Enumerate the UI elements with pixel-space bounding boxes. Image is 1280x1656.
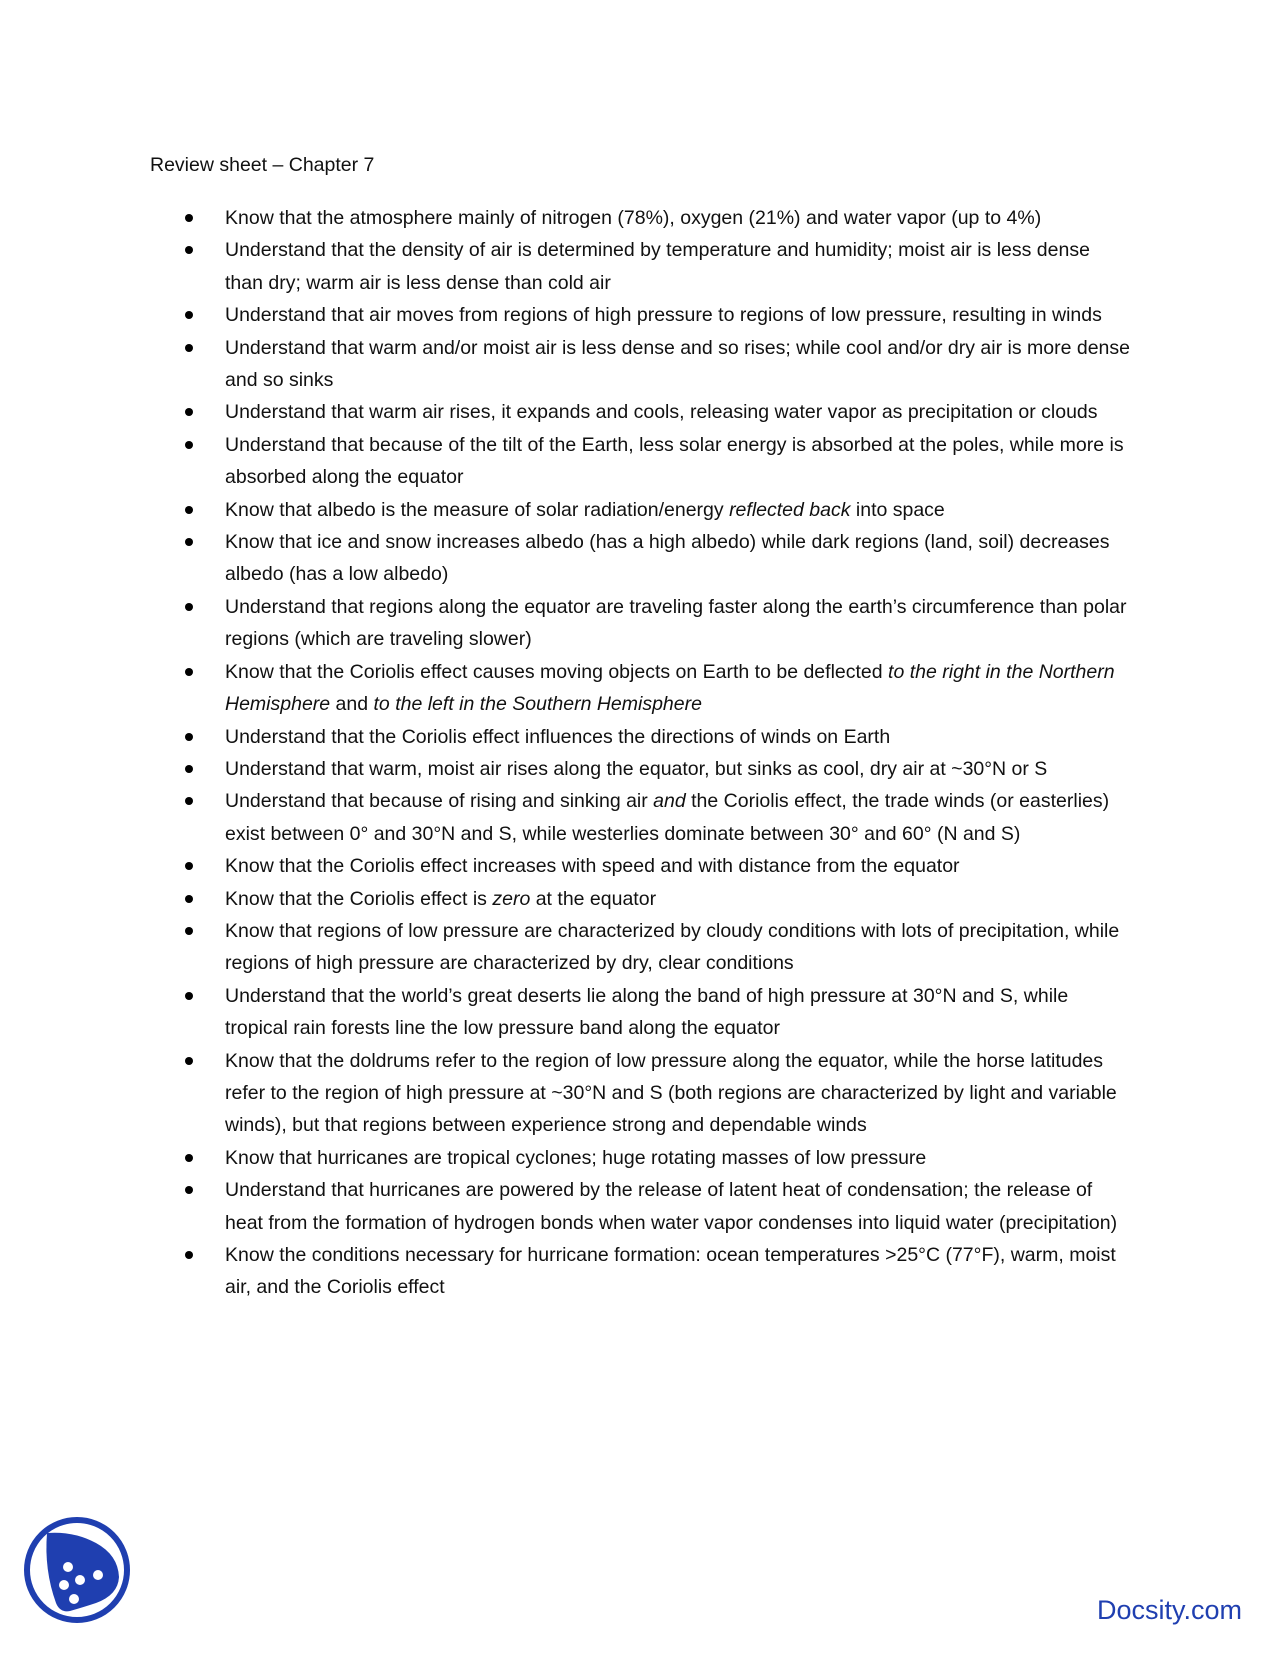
list-item (0, 785, 1130, 850)
bullet-text (225, 985, 1068, 1039)
text-run: Know that hurricanes are tropical cyclones; huge rotating masses of low pressure (225, 1146, 927, 1169)
bullet-icon (185, 765, 193, 773)
bullet-icon (185, 1251, 193, 1259)
text-run: Know that the Coriolis effect is (225, 887, 493, 910)
bullet-icon (185, 603, 193, 611)
bullet-icon (185, 797, 193, 805)
bullet-text (225, 207, 1041, 229)
italic-text: zero (492, 887, 531, 910)
text-run: Know that the Coriolis effect causes moving objects on Earth to be deflected (225, 660, 889, 683)
bullet-text (225, 531, 1110, 585)
text-run: Know that regions of low pressure are characterized by cloudy conditions with lots of precipitation, while regions of high pressure are characterized by dry, clear conditions (225, 919, 1120, 975)
text-run: the Coriolis effect, the trade winds (or easterlies) exist between 0° and 30°N and S, while westerlies dominate between 30° and 60° (N and S) (225, 790, 1110, 845)
bullet-list (0, 202, 1280, 1304)
list-item (0, 915, 1130, 980)
list-item (0, 494, 1130, 526)
docsity-logo-icon (22, 1515, 132, 1625)
bullet-text (225, 239, 1090, 293)
bullet-icon (185, 344, 193, 352)
bullet-icon (185, 1186, 193, 1194)
bullet-text (225, 888, 656, 910)
list-item (0, 396, 1130, 428)
text-run: Understand that air moves from regions of high pressure to regions of low pressure, resulting in winds (225, 304, 1102, 327)
list-item (0, 656, 1130, 721)
text-run: at the equator (530, 887, 657, 910)
list-item (0, 1142, 1130, 1174)
bullet-icon (185, 668, 193, 676)
text-run: Understand that the Coriolis effect influences the directions of winds on Earth (225, 725, 891, 748)
text-run: and (330, 693, 374, 716)
italic-text: reflected back (729, 498, 851, 521)
bullet-text (225, 499, 945, 521)
bullet-text (225, 596, 1127, 650)
text-run: Understand that because of the tilt of the Earth, less solar energy is absorbed at the poles, while more is absorbed along the equator (225, 433, 1124, 489)
bullet-text (225, 855, 960, 877)
bullet-icon (185, 1057, 193, 1065)
bullet-text (225, 1050, 1117, 1137)
bullet-text (225, 920, 1119, 974)
bullet-icon (185, 862, 193, 870)
page-title: Review sheet – Chapter 7 (150, 154, 375, 176)
italic-text: and (653, 790, 686, 813)
list-item (0, 332, 1130, 397)
text-run: Understand that the density of air is determined by temperature and humidity; moist air is less dense than dry; warm air is less dense than cold air (225, 239, 1090, 294)
bullet-icon (185, 895, 193, 903)
list-item (0, 1174, 1130, 1239)
italic-text: to the left in the Southern Hemisphere (373, 693, 702, 716)
list-item (0, 1239, 1130, 1304)
text-run: Know the conditions necessary for hurricane formation: ocean temperatures >25°C (77°F), warm, moist air, and the Coriolis effect (225, 1244, 1116, 1299)
list-item (0, 202, 1130, 234)
list-item (0, 980, 1130, 1045)
text-run: Know that the Coriolis effect increases with speed and with distance from the equator (225, 855, 960, 878)
text-run: Understand that warm and/or moist air is less dense and so rises; while cool and/or dry air is more dense and so sinks (225, 336, 1130, 392)
bullet-icon (185, 408, 193, 416)
list-item (0, 753, 1130, 785)
bullet-icon (185, 538, 193, 546)
list-item (0, 234, 1130, 299)
text-run: Understand that the world’s great deserts lie along the band of high pressure at 30°N and S, while tropical rain forests line the low pressure band along the equator (225, 984, 1069, 1040)
bullet-text (225, 790, 1109, 844)
bullet-text (225, 758, 1047, 780)
italic-text: to the right in the Northern Hemisphere (225, 660, 1115, 716)
text-run: Understand that warm air rises, it expands and cools, releasing water vapor as precipitation or clouds (225, 401, 1098, 424)
list-item (0, 883, 1130, 915)
bullet-text (225, 1244, 1116, 1298)
bullet-icon (185, 992, 193, 1000)
list-item (0, 299, 1130, 331)
text-run: Know that ice and snow increases albedo (has a high albedo) while dark regions (land, soil) decreases albedo (has a low albedo) (225, 531, 1110, 586)
bullet-icon (185, 1154, 193, 1162)
text-run: Understand that because of rising and sinking air (225, 790, 654, 813)
text-run: Know that the atmosphere mainly of nitrogen (78%), oxygen (21%) and water vapor (up to 4%) (225, 207, 1042, 229)
list-item (0, 526, 1130, 591)
bullet-icon (185, 733, 193, 741)
text-run: Know that albedo is the measure of solar radiation/energy (225, 498, 730, 521)
bullet-icon (185, 927, 193, 935)
bullet-icon (185, 246, 193, 254)
bullet-text (225, 337, 1130, 391)
text-run: Understand that hurricanes are powered by the release of latent heat of condensation; the release of heat from the formation of hydrogen bonds when water vapor condenses into liquid water (precipitation) (225, 1179, 1118, 1234)
bullet-icon (185, 441, 193, 449)
bullet-text (225, 401, 1098, 423)
bullet-icon (185, 214, 193, 222)
bullet-icon (185, 311, 193, 319)
bullet-text (225, 661, 1115, 715)
text-run: into space (850, 498, 945, 521)
list-item (0, 1045, 1130, 1142)
text-run: Understand that warm, moist air rises along the equator, but sinks as cool, dry air at ~30°N or S (225, 757, 1048, 780)
bullet-text (225, 434, 1124, 488)
text-run: Understand that regions along the equator are traveling faster along the earth’s circumference than polar regions (which are traveling slower) (225, 595, 1127, 651)
docsity-brand-link[interactable]: Docsity.com (1097, 1595, 1243, 1625)
bullet-text (225, 304, 1102, 326)
list-item (0, 591, 1130, 656)
bullet-text (225, 1147, 926, 1169)
bullet-icon (185, 506, 193, 514)
list-item (0, 429, 1130, 494)
list-item (0, 850, 1130, 882)
bullet-text (225, 726, 890, 748)
list-item (0, 721, 1130, 753)
bullet-text (225, 1179, 1117, 1233)
text-run: Know that the doldrums refer to the region of low pressure along the equator, while the horse latitudes refer to the region of high pressure at ~30°N and S (both regions are characterized by light and variable winds), but that regions between experience strong and dependable winds (225, 1049, 1117, 1137)
